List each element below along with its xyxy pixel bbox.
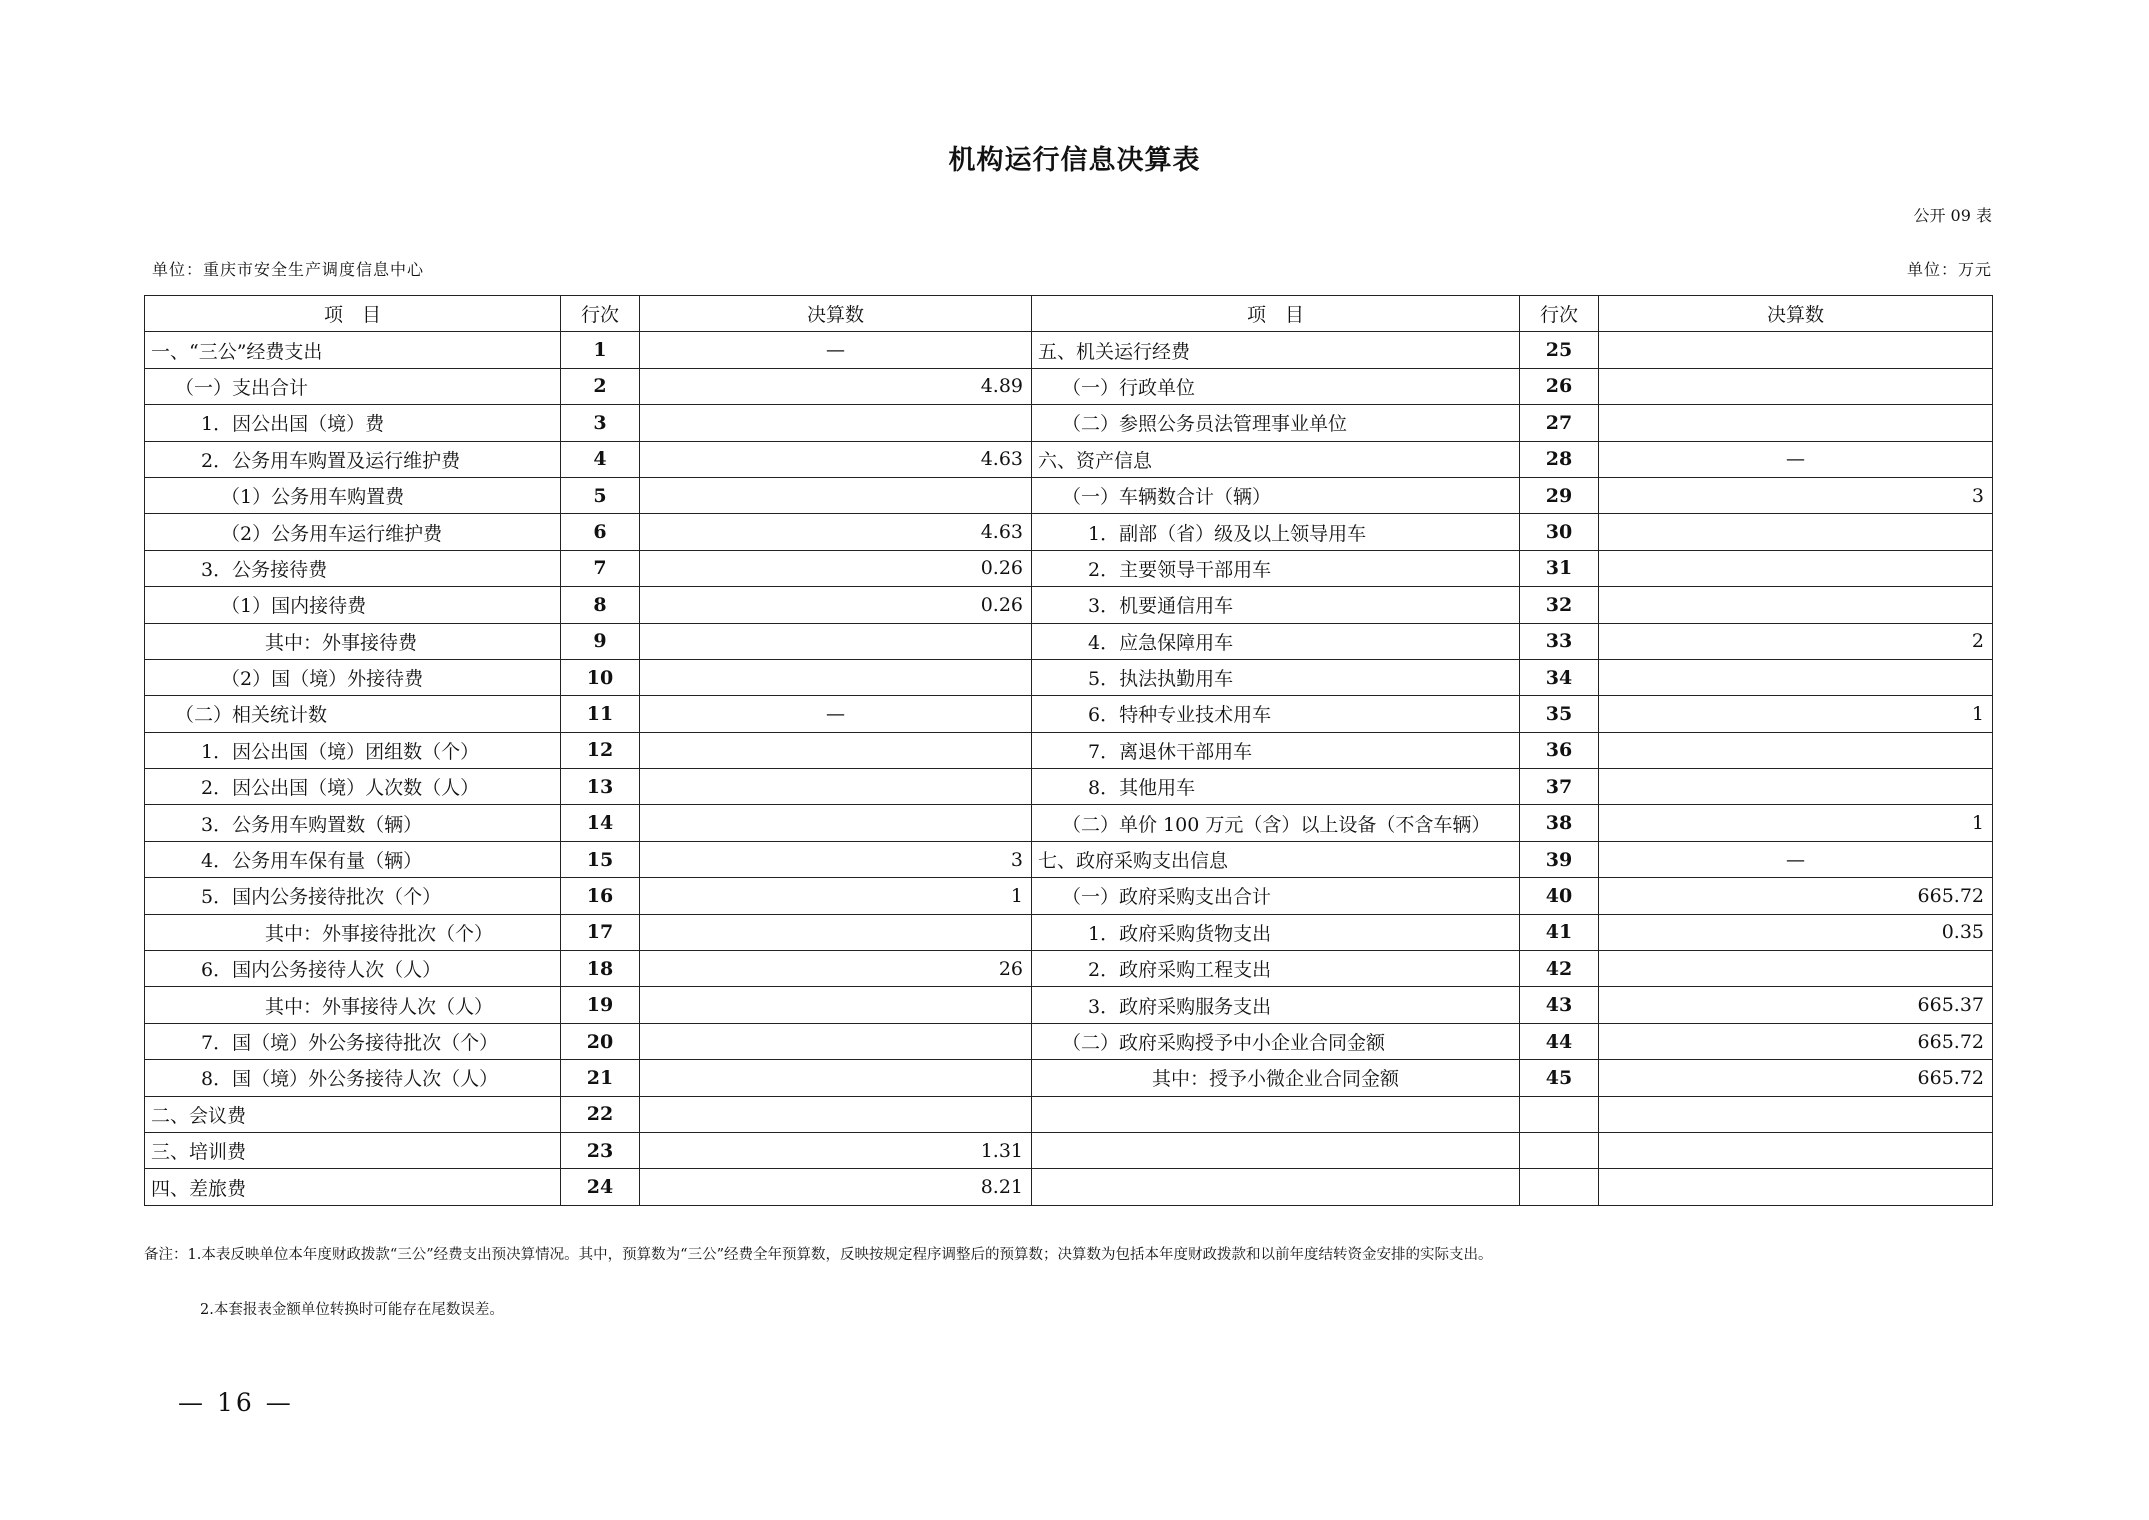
left-value-cell: 3 [640, 841, 1032, 877]
left-item-cell: 其中：外事接待批次（个） [145, 914, 561, 950]
left-value-cell: 0.26 [640, 587, 1032, 623]
left-value-cell: 26 [640, 951, 1032, 987]
header-item-right: 项 目 [1032, 296, 1520, 332]
table-row [145, 878, 1993, 914]
left-value-cell [640, 405, 1032, 441]
header-item-left: 项 目 [145, 296, 561, 332]
right-line-cell: 26 [1520, 368, 1599, 404]
right-item-cell: 6．特种专业技术用车 [1032, 696, 1520, 732]
right-value-cell [1599, 1132, 1993, 1168]
table-row [145, 987, 1993, 1023]
left-line-cell: 24 [561, 1169, 640, 1205]
right-line-cell: 36 [1520, 732, 1599, 768]
left-line-cell: 13 [561, 769, 640, 805]
right-line-cell: 35 [1520, 696, 1599, 732]
right-item-cell: 五、机关运行经费 [1032, 332, 1520, 368]
right-value-cell [1599, 769, 1993, 805]
left-value-cell [640, 914, 1032, 950]
left-value-cell: 1.31 [640, 1132, 1032, 1168]
right-item-cell: （二）政府采购授予中小企业合同金额 [1032, 1023, 1520, 1059]
left-value-cell: — [640, 332, 1032, 368]
left-line-cell: 19 [561, 987, 640, 1023]
left-value-cell: 8.21 [640, 1169, 1032, 1205]
right-line-cell [1520, 1096, 1599, 1132]
right-item-cell: 1．副部（省）级及以上领导用车 [1032, 514, 1520, 550]
left-item-cell: （1）国内接待费 [145, 587, 561, 623]
right-value-cell: 665.72 [1599, 1060, 1993, 1096]
right-line-cell: 37 [1520, 769, 1599, 805]
unit-organization: 单位：重庆市安全生产调度信息中心 [152, 260, 425, 279]
right-item-cell: 7．离退休干部用车 [1032, 732, 1520, 768]
settlement-table [144, 295, 1993, 1206]
left-item-cell: （一）支出合计 [145, 368, 561, 404]
left-item-cell: 三、培训费 [145, 1132, 561, 1168]
table-row [145, 514, 1993, 550]
right-item-cell: （一）车辆数合计（辆） [1032, 477, 1520, 513]
left-value-cell: 4.63 [640, 514, 1032, 550]
table-row [145, 587, 1993, 623]
left-item-cell: 4．公务用车保有量（辆） [145, 841, 561, 877]
page-title: 机构运行信息决算表 [948, 145, 1201, 176]
left-value-cell [640, 1023, 1032, 1059]
unit-currency: 单位：万元 [1906, 260, 1992, 279]
left-line-cell: 2 [561, 368, 640, 404]
table-row [145, 332, 1993, 368]
left-value-cell: 4.89 [640, 368, 1032, 404]
left-value-cell: 4.63 [640, 441, 1032, 477]
left-value-cell: 1 [640, 878, 1032, 914]
right-value-cell [1599, 659, 1993, 695]
table-row [145, 769, 1993, 805]
right-value-cell [1599, 405, 1993, 441]
table-row [145, 623, 1993, 659]
left-item-cell: 其中：外事接待人次（人） [145, 987, 561, 1023]
right-line-cell: 29 [1520, 477, 1599, 513]
right-value-cell [1599, 368, 1993, 404]
right-item-cell: 5．执法执勤用车 [1032, 659, 1520, 695]
right-value-cell [1599, 550, 1993, 586]
right-line-cell [1520, 1169, 1599, 1205]
right-item-cell: 1．政府采购货物支出 [1032, 914, 1520, 950]
right-line-cell [1520, 1132, 1599, 1168]
right-value-cell: 665.72 [1599, 1023, 1993, 1059]
left-line-cell: 22 [561, 1096, 640, 1132]
table-row [145, 1060, 1993, 1096]
right-item-cell: 2．政府采购工程支出 [1032, 951, 1520, 987]
left-line-cell: 21 [561, 1060, 640, 1096]
right-line-cell: 38 [1520, 805, 1599, 841]
left-line-cell: 20 [561, 1023, 640, 1059]
right-item-cell: （一）政府采购支出合计 [1032, 878, 1520, 914]
right-value-cell: — [1599, 441, 1993, 477]
right-item-cell [1032, 1096, 1520, 1132]
right-value-cell: 665.72 [1599, 878, 1993, 914]
right-line-cell: 42 [1520, 951, 1599, 987]
right-item-cell: （一）行政单位 [1032, 368, 1520, 404]
right-item-cell: 其中：授予小微企业合同金额 [1032, 1060, 1520, 1096]
right-value-cell: 665.37 [1599, 987, 1993, 1023]
right-line-cell: 32 [1520, 587, 1599, 623]
table-row [145, 805, 1993, 841]
right-line-cell: 44 [1520, 1023, 1599, 1059]
left-line-cell: 17 [561, 914, 640, 950]
right-value-cell [1599, 732, 1993, 768]
table-row [145, 405, 1993, 441]
table-row [145, 1023, 1993, 1059]
right-item-cell: 六、资产信息 [1032, 441, 1520, 477]
right-value-cell [1599, 587, 1993, 623]
left-value-cell [640, 1060, 1032, 1096]
left-line-cell: 15 [561, 841, 640, 877]
left-item-cell: （2）国（境）外接待费 [145, 659, 561, 695]
left-line-cell: 9 [561, 623, 640, 659]
left-value-cell [640, 732, 1032, 768]
right-line-cell: 41 [1520, 914, 1599, 950]
left-item-cell: （2）公务用车运行维护费 [145, 514, 561, 550]
left-value-cell [640, 477, 1032, 513]
header-amount-right: 决算数 [1599, 296, 1993, 332]
right-value-cell: 1 [1599, 696, 1993, 732]
right-value-cell [1599, 951, 1993, 987]
left-line-cell: 11 [561, 696, 640, 732]
right-line-cell: 40 [1520, 878, 1599, 914]
footnote-2: 2.本套报表金额单位转换时可能存在尾数误差。 [200, 1302, 504, 1318]
left-line-cell: 3 [561, 405, 640, 441]
left-line-cell: 18 [561, 951, 640, 987]
table-row [145, 550, 1993, 586]
left-item-cell: 7．国（境）外公务接待批次（个） [145, 1023, 561, 1059]
left-line-cell: 12 [561, 732, 640, 768]
table-row [145, 368, 1993, 404]
right-line-cell: 30 [1520, 514, 1599, 550]
left-item-cell: 其中：外事接待费 [145, 623, 561, 659]
left-item-cell: 二、会议费 [145, 1096, 561, 1132]
right-line-cell: 33 [1520, 623, 1599, 659]
left-item-cell: 3．公务接待费 [145, 550, 561, 586]
right-item-cell: 七、政府采购支出信息 [1032, 841, 1520, 877]
page-number: — 16 — [178, 1388, 294, 1417]
right-value-cell [1599, 514, 1993, 550]
right-value-cell: 0.35 [1599, 914, 1993, 950]
left-value-cell: 0.26 [640, 550, 1032, 586]
header-line-right: 行次 [1520, 296, 1599, 332]
left-line-cell: 7 [561, 550, 640, 586]
left-item-cell: 四、差旅费 [145, 1169, 561, 1205]
left-value-cell [640, 769, 1032, 805]
left-value-cell [640, 987, 1032, 1023]
table-row [145, 914, 1993, 950]
table-row [145, 732, 1993, 768]
left-item-cell: 2．公务用车购置及运行维护费 [145, 441, 561, 477]
left-value-cell: — [640, 696, 1032, 732]
left-item-cell: （1）公务用车购置费 [145, 477, 561, 513]
right-item-cell: 8．其他用车 [1032, 769, 1520, 805]
left-item-cell: 5．国内公务接待批次（个） [145, 878, 561, 914]
right-item-cell: 3．机要通信用车 [1032, 587, 1520, 623]
table-row [145, 951, 1993, 987]
right-value-cell: — [1599, 841, 1993, 877]
left-line-cell: 14 [561, 805, 640, 841]
right-value-cell: 1 [1599, 805, 1993, 841]
table-row [145, 1169, 1993, 1205]
left-value-cell [640, 1096, 1032, 1132]
right-value-cell: 3 [1599, 477, 1993, 513]
left-item-cell: 1．因公出国（境）费 [145, 405, 561, 441]
right-item-cell: 4．应急保障用车 [1032, 623, 1520, 659]
table-body [145, 332, 1993, 1205]
left-line-cell: 4 [561, 441, 640, 477]
right-line-cell: 28 [1520, 441, 1599, 477]
right-item-cell: 2．主要领导干部用车 [1032, 550, 1520, 586]
right-line-cell: 45 [1520, 1060, 1599, 1096]
right-item-cell [1032, 1169, 1520, 1205]
right-item-cell [1032, 1132, 1520, 1168]
left-item-cell: （二）相关统计数 [145, 696, 561, 732]
right-line-cell: 25 [1520, 332, 1599, 368]
table-row [145, 841, 1993, 877]
right-line-cell: 43 [1520, 987, 1599, 1023]
right-value-cell: 2 [1599, 623, 1993, 659]
right-value-cell [1599, 1169, 1993, 1205]
left-line-cell: 5 [561, 477, 640, 513]
table-row [145, 1096, 1993, 1132]
right-item-cell: 3．政府采购服务支出 [1032, 987, 1520, 1023]
right-item-cell: （二）单价 100 万元（含）以上设备（不含车辆） [1032, 805, 1520, 841]
table-row [145, 659, 1993, 695]
left-line-cell: 1 [561, 332, 640, 368]
right-line-cell: 34 [1520, 659, 1599, 695]
left-item-cell: 3．公务用车购置数（辆） [145, 805, 561, 841]
header-amount-left: 决算数 [640, 296, 1032, 332]
left-item-cell: 2．因公出国（境）人次数（人） [145, 769, 561, 805]
right-line-cell: 39 [1520, 841, 1599, 877]
table-header-row [145, 296, 1993, 332]
left-value-cell [640, 659, 1032, 695]
table-row [145, 696, 1993, 732]
right-item-cell: （二）参照公务员法管理事业单位 [1032, 405, 1520, 441]
right-line-cell: 27 [1520, 405, 1599, 441]
left-line-cell: 23 [561, 1132, 640, 1168]
left-line-cell: 10 [561, 659, 640, 695]
left-line-cell: 6 [561, 514, 640, 550]
left-value-cell [640, 623, 1032, 659]
left-item-cell: 8．国（境）外公务接待人次（人） [145, 1060, 561, 1096]
header-line-left: 行次 [561, 296, 640, 332]
right-line-cell: 31 [1520, 550, 1599, 586]
table-row [145, 477, 1993, 513]
footnote-1: 备注：1.本表反映单位本年度财政拨款“三公”经费支出预决算情况。其中，预算数为“三公”经费全年预算数，反映按规定程序调整后的预算数；决算数为包括本年度财政拨款和以前年度结转资金安排的实际支出。 [144, 1247, 1493, 1263]
right-value-cell [1599, 1096, 1993, 1132]
table-row [145, 1132, 1993, 1168]
left-item-cell: 一、“三公”经费支出 [145, 332, 561, 368]
left-value-cell [640, 805, 1032, 841]
left-item-cell: 1．因公出国（境）团组数（个） [145, 732, 561, 768]
left-line-cell: 8 [561, 587, 640, 623]
table-row [145, 441, 1993, 477]
right-value-cell [1599, 332, 1993, 368]
left-item-cell: 6．国内公务接待人次（人） [145, 951, 561, 987]
left-line-cell: 16 [561, 878, 640, 914]
form-code: 公开 09 表 [1913, 206, 1992, 225]
